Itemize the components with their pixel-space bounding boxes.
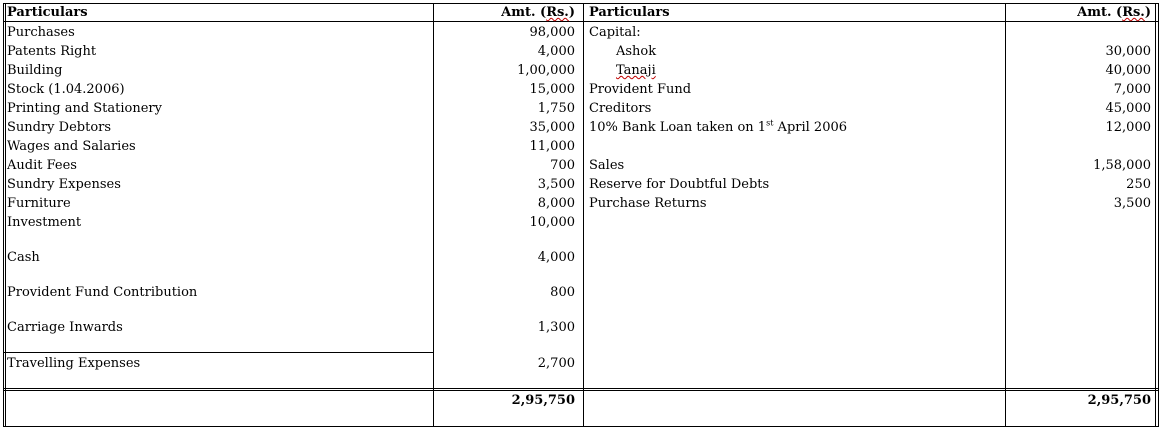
border-right <box>1158 3 1159 427</box>
credit-amount-provident-fund: 7,000 <box>1113 82 1151 97</box>
total-rule-top <box>3 388 1159 389</box>
left-particulars-header: Particulars <box>7 5 88 20</box>
credit-amount-sales: 1,58,000 <box>1093 158 1151 173</box>
border-bottom <box>3 426 1159 427</box>
debit-amount: 4,000 <box>537 250 575 265</box>
left-amount-header: Amt. (Rs.) <box>501 5 575 20</box>
debit-label: Stock (1.04.2006) <box>7 82 125 97</box>
debit-amount: 3,500 <box>537 177 575 192</box>
capital-label: Capital: <box>589 25 641 40</box>
debit-label: Sundry Debtors <box>7 120 112 135</box>
debit-amount: 10,000 <box>529 215 575 230</box>
debit-label: Purchases <box>7 25 75 40</box>
debit-label: Sundry Expenses <box>7 177 121 192</box>
trial-balance-table <box>3 3 1159 427</box>
total-left: 2,95,750 <box>511 393 575 408</box>
debit-label: Carriage Inwards <box>7 320 123 335</box>
travelling-rule <box>3 352 434 353</box>
debit-label: Patents Right <box>7 44 97 59</box>
debit-label: Printing and Stationery <box>7 101 162 116</box>
right-particulars-header: Particulars <box>589 5 670 20</box>
debit-label: Furniture <box>7 196 71 211</box>
debit-amount: 11,000 <box>529 139 575 154</box>
credit-label-creditors: Creditors <box>589 101 652 116</box>
credit-label-purchase-returns: Purchase Returns <box>589 196 707 211</box>
credit-label-bank-loan: 10% Bank Loan taken on 1st April 2006 <box>589 118 848 135</box>
credit-label-reserve: Reserve for Doubtful Debts <box>589 177 770 192</box>
credit-label-provident-fund: Provident Fund <box>589 82 692 97</box>
total-right: 2,95,750 <box>1087 393 1151 408</box>
border-right-inner <box>1155 3 1156 427</box>
debit-amount: 800 <box>550 285 575 300</box>
debit-amount: 1,300 <box>537 320 575 335</box>
debit-amount: 35,000 <box>529 120 575 135</box>
credit-amount-tanaji: 40,000 <box>1105 63 1151 78</box>
credit-label-tanaji: Tanaji <box>616 63 656 78</box>
debit-amount: 1,00,000 <box>517 63 575 78</box>
credit-label-ashok: Ashok <box>616 44 657 59</box>
credit-amount-reserve: 250 <box>1126 177 1151 192</box>
debit-label: Provident Fund Contribution <box>7 285 198 300</box>
debit-amount: 15,000 <box>529 82 575 97</box>
right-amount-header: Amt. (Rs.) <box>1077 5 1151 20</box>
debit-label: Audit Fees <box>7 158 77 173</box>
debit-label: Cash <box>7 250 40 265</box>
debit-label: Travelling Expenses <box>7 356 141 371</box>
debit-amount: 98,000 <box>529 25 575 40</box>
credit-amount-creditors: 45,000 <box>1105 101 1151 116</box>
credit-amount-purchase-returns: 3,500 <box>1113 196 1151 211</box>
debit-amount: 8,000 <box>537 196 575 211</box>
credit-amount-ashok: 30,000 <box>1105 44 1151 59</box>
credit-amount-bank-loan: 12,000 <box>1105 120 1151 135</box>
debit-amount: 1,750 <box>537 101 575 116</box>
debit-amount: 700 <box>550 158 575 173</box>
credit-label-sales: Sales <box>589 158 625 173</box>
debit-label: Building <box>7 63 63 78</box>
debit-amount: 2,700 <box>537 356 575 371</box>
debit-amount: 4,000 <box>537 44 575 59</box>
debit-label: Investment <box>7 215 82 230</box>
debit-label: Wages and Salaries <box>7 139 136 154</box>
